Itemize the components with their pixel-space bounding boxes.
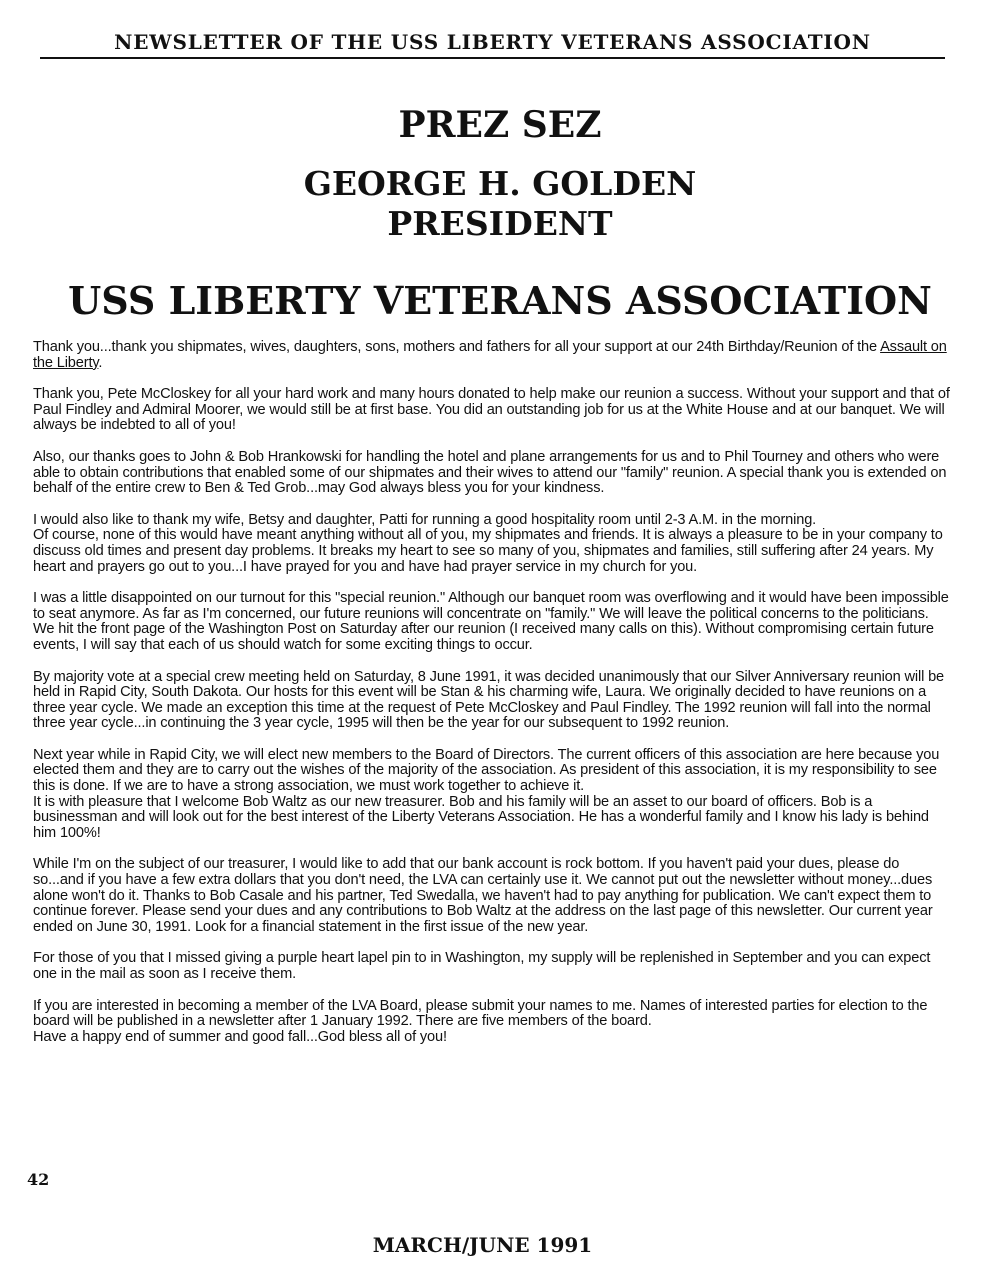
issue-date-footer: MARCH/JUNE 1991 [372, 1233, 593, 1257]
paragraph-line: If you are interested in becoming a member of the LVA Board, please submit your names to me. Names of interested parties for election to the board will be published in a newsletter after 1 January 1992. There are five members of the board. [33, 997, 928, 1030]
paragraph-line: Of course, none of this would have meant anything without all of you, my shipmates and friends. It is always a pleasure to be in your company to discuss old times and present day problems. It breaks my heart to see so many of you, shipmates and families, still suffering after 24 years. My heart and prayers go out to you...I have prayed for you and have had prayer service in my church for you. [33, 527, 943, 575]
page-number: 42 [27, 1170, 50, 1189]
newsletter-header: NEWSLETTER OF THE USS LIBERTY VETERANS ASSOCIATION [114, 30, 871, 54]
paragraph-line: Next year while in Rapid City, we will elect new members to the Board of Directors. The current officers of this association are here because you elected them and they are to carry out the wishes of the majority of the association. As president of this association, it is my responsibility to see this is done. If we are to have a strong association, we must work together to achieve it. [33, 746, 940, 795]
paragraph-line: Have a happy end of summer and good fall...God bless all of you! [33, 1028, 447, 1045]
paragraph-line: It is with pleasure that I welcome Bob Waltz as our new treasurer. Bob and his family will be an asset to our board of officers. Bob is a businessman and will look out for the best interest of the Liberty Veterans Association. He has a wonderful family and I know his lady is behind him 100%! [33, 793, 929, 841]
article-body [33, 340, 953, 1061]
paragraph-thanks [33, 340, 953, 371]
paragraph-treasury: While I'm on the subject of our treasurer, I would like to add that our bank account is rock bottom. If you haven't paid your dues, please do so...and if you have a few extra dollars that you don't need, the LVA can certainly use it. We cannot put out the newsletter without money...dues alone won't do it. Thanks to Bob Casale and his partner, Ted Swedalla, we haven't had to pay anything for publication. We can't expect them to continue forever. Please send your dues and any contributions to Bob Waltz at the address on the last page of this newsletter. Our current year ended on June 30, 1991. Look for a financial statement in the first issue of the new year. [33, 856, 933, 935]
paragraph-purple-heart: For those of you that I missed giving a purple heart lapel pin to in Washington, my supply will be replenished in September and you can expect one in the mail as soon as I receive them. [33, 950, 931, 982]
paragraph-hrankowski: Also, our thanks goes to John & Bob Hrankowski for handling the hotel and plane arrangements for us and to Phil Tourney and others who were able to obtain contributions that enabled some of our shipmates and their wives to attend our "family" reunion. A special thank you is extended on behalf of the entire crew to Ben & Ted Grob...may God always bless you for your kindness. [33, 448, 947, 497]
paragraph-rapid-city-vote: By majority vote at a special crew meeting held on Saturday, 8 June 1991, it was decided unanimously that our Silver Anniversary reunion will be held in Rapid City, South Dakota. Our hosts for this event will be Stan & his charming wife, Laura. We originally decided to have reunions on a three year cycle. We made an exception this time at the request of Pete McCloskey and Paul Findley. The 1992 reunion will fall into the normal three year cycle...in continuing the 3 year cycle, 1995 will then be the year for our subsequent to 1992 reunion. [33, 668, 945, 732]
author-name: GEORGE H. GOLDEN [303, 164, 697, 203]
paragraph-mccloskey: Thank you, Pete McCloskey for all your hard work and many hours donated to help make our reunion a success. Without your support and that of Paul Findley and Admiral Moorer, we would still be at first base. You did an outstanding job for us at the White House and at our banquet. We will always be indebted to all of you! [33, 386, 950, 434]
paragraph-text: Thank you...thank you shipmates, wives, daughters, sons, mothers and fathers for all your support at our 24th Birthday/Reunion of the [33, 339, 881, 355]
paragraph-board-election [33, 748, 953, 842]
paragraph-hospitality [33, 513, 953, 575]
column-title: PREZ SEZ [398, 104, 602, 146]
paragraph-line: I would also like to thank my wife, Betsy and daughter, Patti for running a good hospitality room until 2-3 A.M. in the morning. [33, 511, 817, 528]
assault-on-liberty-reference: Assault on the Liberty [33, 339, 947, 371]
author-role: PRESIDENT [387, 204, 613, 243]
paragraph-lva-board [33, 999, 953, 1046]
organization-title: USS LIBERTY VETERANS ASSOCIATION [68, 278, 932, 323]
paragraph-text-end: . [98, 354, 103, 371]
header-rule [40, 57, 945, 59]
paragraph-turnout: I was a little disappointed on our turnout for this "special reunion." Although our banquet room was overflowing and it would have been impossible to seat anymore. As far as I'm concerned, our future reunions will concentrate on "family." We will leave the political concerns to the politicians. We hit the front page of the Washington Post on Saturday after our reunion (I received many calls on this). Without compromising certain future events, I will say that each of us should watch for some exciting things to occur. [33, 590, 949, 653]
